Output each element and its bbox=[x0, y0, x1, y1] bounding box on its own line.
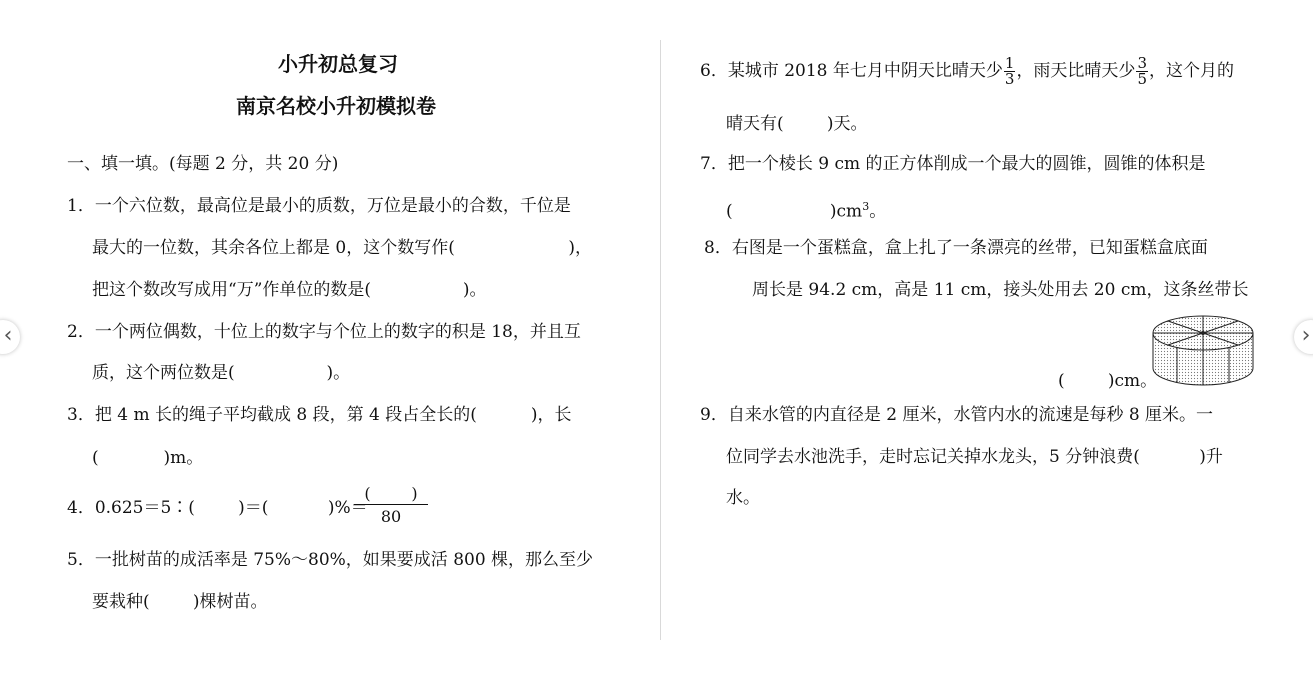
question-9-line-2: 位同学去水池洗手，走时忘记关掉水龙头，5 分钟浪费( )升 bbox=[726, 447, 1223, 467]
fraction-numerator: 1 bbox=[1004, 54, 1015, 72]
section-heading: 一、填一填。(每题 2 分，共 20 分) bbox=[67, 154, 339, 174]
fraction-denominator: 80 bbox=[380, 507, 402, 526]
fraction-three-fifths bbox=[1136, 56, 1148, 87]
question-7-line-2 bbox=[726, 196, 886, 223]
chevron-left-icon: ‹ bbox=[3, 323, 13, 348]
question-6-text-a: 6．某城市 2018 年七月中阴天比晴天少 bbox=[700, 61, 1003, 81]
question-1-line-1: 1．一个六位数，最高位是最小的质数，万位是最小的合数，千位是 bbox=[67, 196, 571, 216]
question-3-line-2: ( )m。 bbox=[92, 448, 204, 468]
fraction-one-third bbox=[1004, 56, 1016, 87]
period: 。 bbox=[869, 201, 887, 222]
question-8-line-3: ( )cm。 bbox=[1058, 371, 1158, 391]
question-4-text: 4．0.625＝5∶( )＝( )%＝ bbox=[67, 498, 368, 518]
unit-exponent: 3 bbox=[862, 200, 870, 213]
fraction-numerator: ( ) bbox=[354, 484, 428, 505]
question-6-text-b: ，雨天比晴天少 bbox=[1016, 61, 1136, 81]
cake-box-illustration bbox=[1148, 308, 1258, 388]
question-1-line-2: 最大的一位数，其余各位上都是 0，这个数写作( )， bbox=[92, 238, 592, 258]
question-6-line-1 bbox=[700, 56, 1234, 87]
question-4-fraction bbox=[354, 484, 428, 529]
question-2-line-2: 质，这个两位数是( )。 bbox=[92, 363, 351, 383]
fraction-denominator: 5 bbox=[1137, 70, 1147, 88]
prev-page-button[interactable] bbox=[0, 320, 20, 354]
question-9-line-1: 9．自来水管的内直径是 2 厘米，水管内水的流速是每秒 8 厘米。一 bbox=[700, 405, 1214, 425]
chevron-right-icon: › bbox=[1301, 323, 1311, 348]
question-5-line-1: 5．一批树苗的成活率是 75%～80%，如果要成活 800 棵，那么至少 bbox=[67, 550, 594, 570]
question-6-line-2: 晴天有( )天。 bbox=[726, 114, 868, 134]
question-3-line-1: 3．把 4 m 长的绳子平均截成 8 段，第 4 段占全长的( )，长 bbox=[67, 405, 572, 425]
column-divider bbox=[660, 40, 661, 640]
question-5-line-2: 要栽种( )棵树苗。 bbox=[92, 592, 268, 612]
fraction-numerator: 3 bbox=[1137, 54, 1147, 72]
fraction-denominator: 3 bbox=[1004, 70, 1015, 88]
next-page-button[interactable] bbox=[1294, 320, 1313, 354]
question-8-line-1: 8．右图是一个蛋糕盒，盒上扎了一条漂亮的丝带，已知蛋糕盒底面 bbox=[704, 238, 1208, 258]
page-title: 小升初总复习 bbox=[278, 52, 398, 76]
question-6-text-c: ，这个月的 bbox=[1148, 61, 1234, 81]
question-2-line-1: 2．一个两位偶数，十位上的数字与个位上的数字的积是 18，并且互 bbox=[67, 322, 581, 342]
question-7-line-1: 7．把一个棱长 9 cm 的正方体削成一个最大的圆锥，圆锥的体积是 bbox=[700, 154, 1206, 174]
question-1-line-3: 把这个数改写成用“万”作单位的数是( )。 bbox=[92, 280, 487, 300]
page-subtitle: 南京名校小升初模拟卷 bbox=[236, 94, 436, 118]
answer-blank: ( )cm bbox=[726, 201, 863, 222]
question-8-line-2: 周长是 94.2 cm，高是 11 cm，接头处用去 20 cm，这条丝带长 bbox=[752, 280, 1249, 300]
question-9-line-3: 水。 bbox=[726, 488, 760, 508]
